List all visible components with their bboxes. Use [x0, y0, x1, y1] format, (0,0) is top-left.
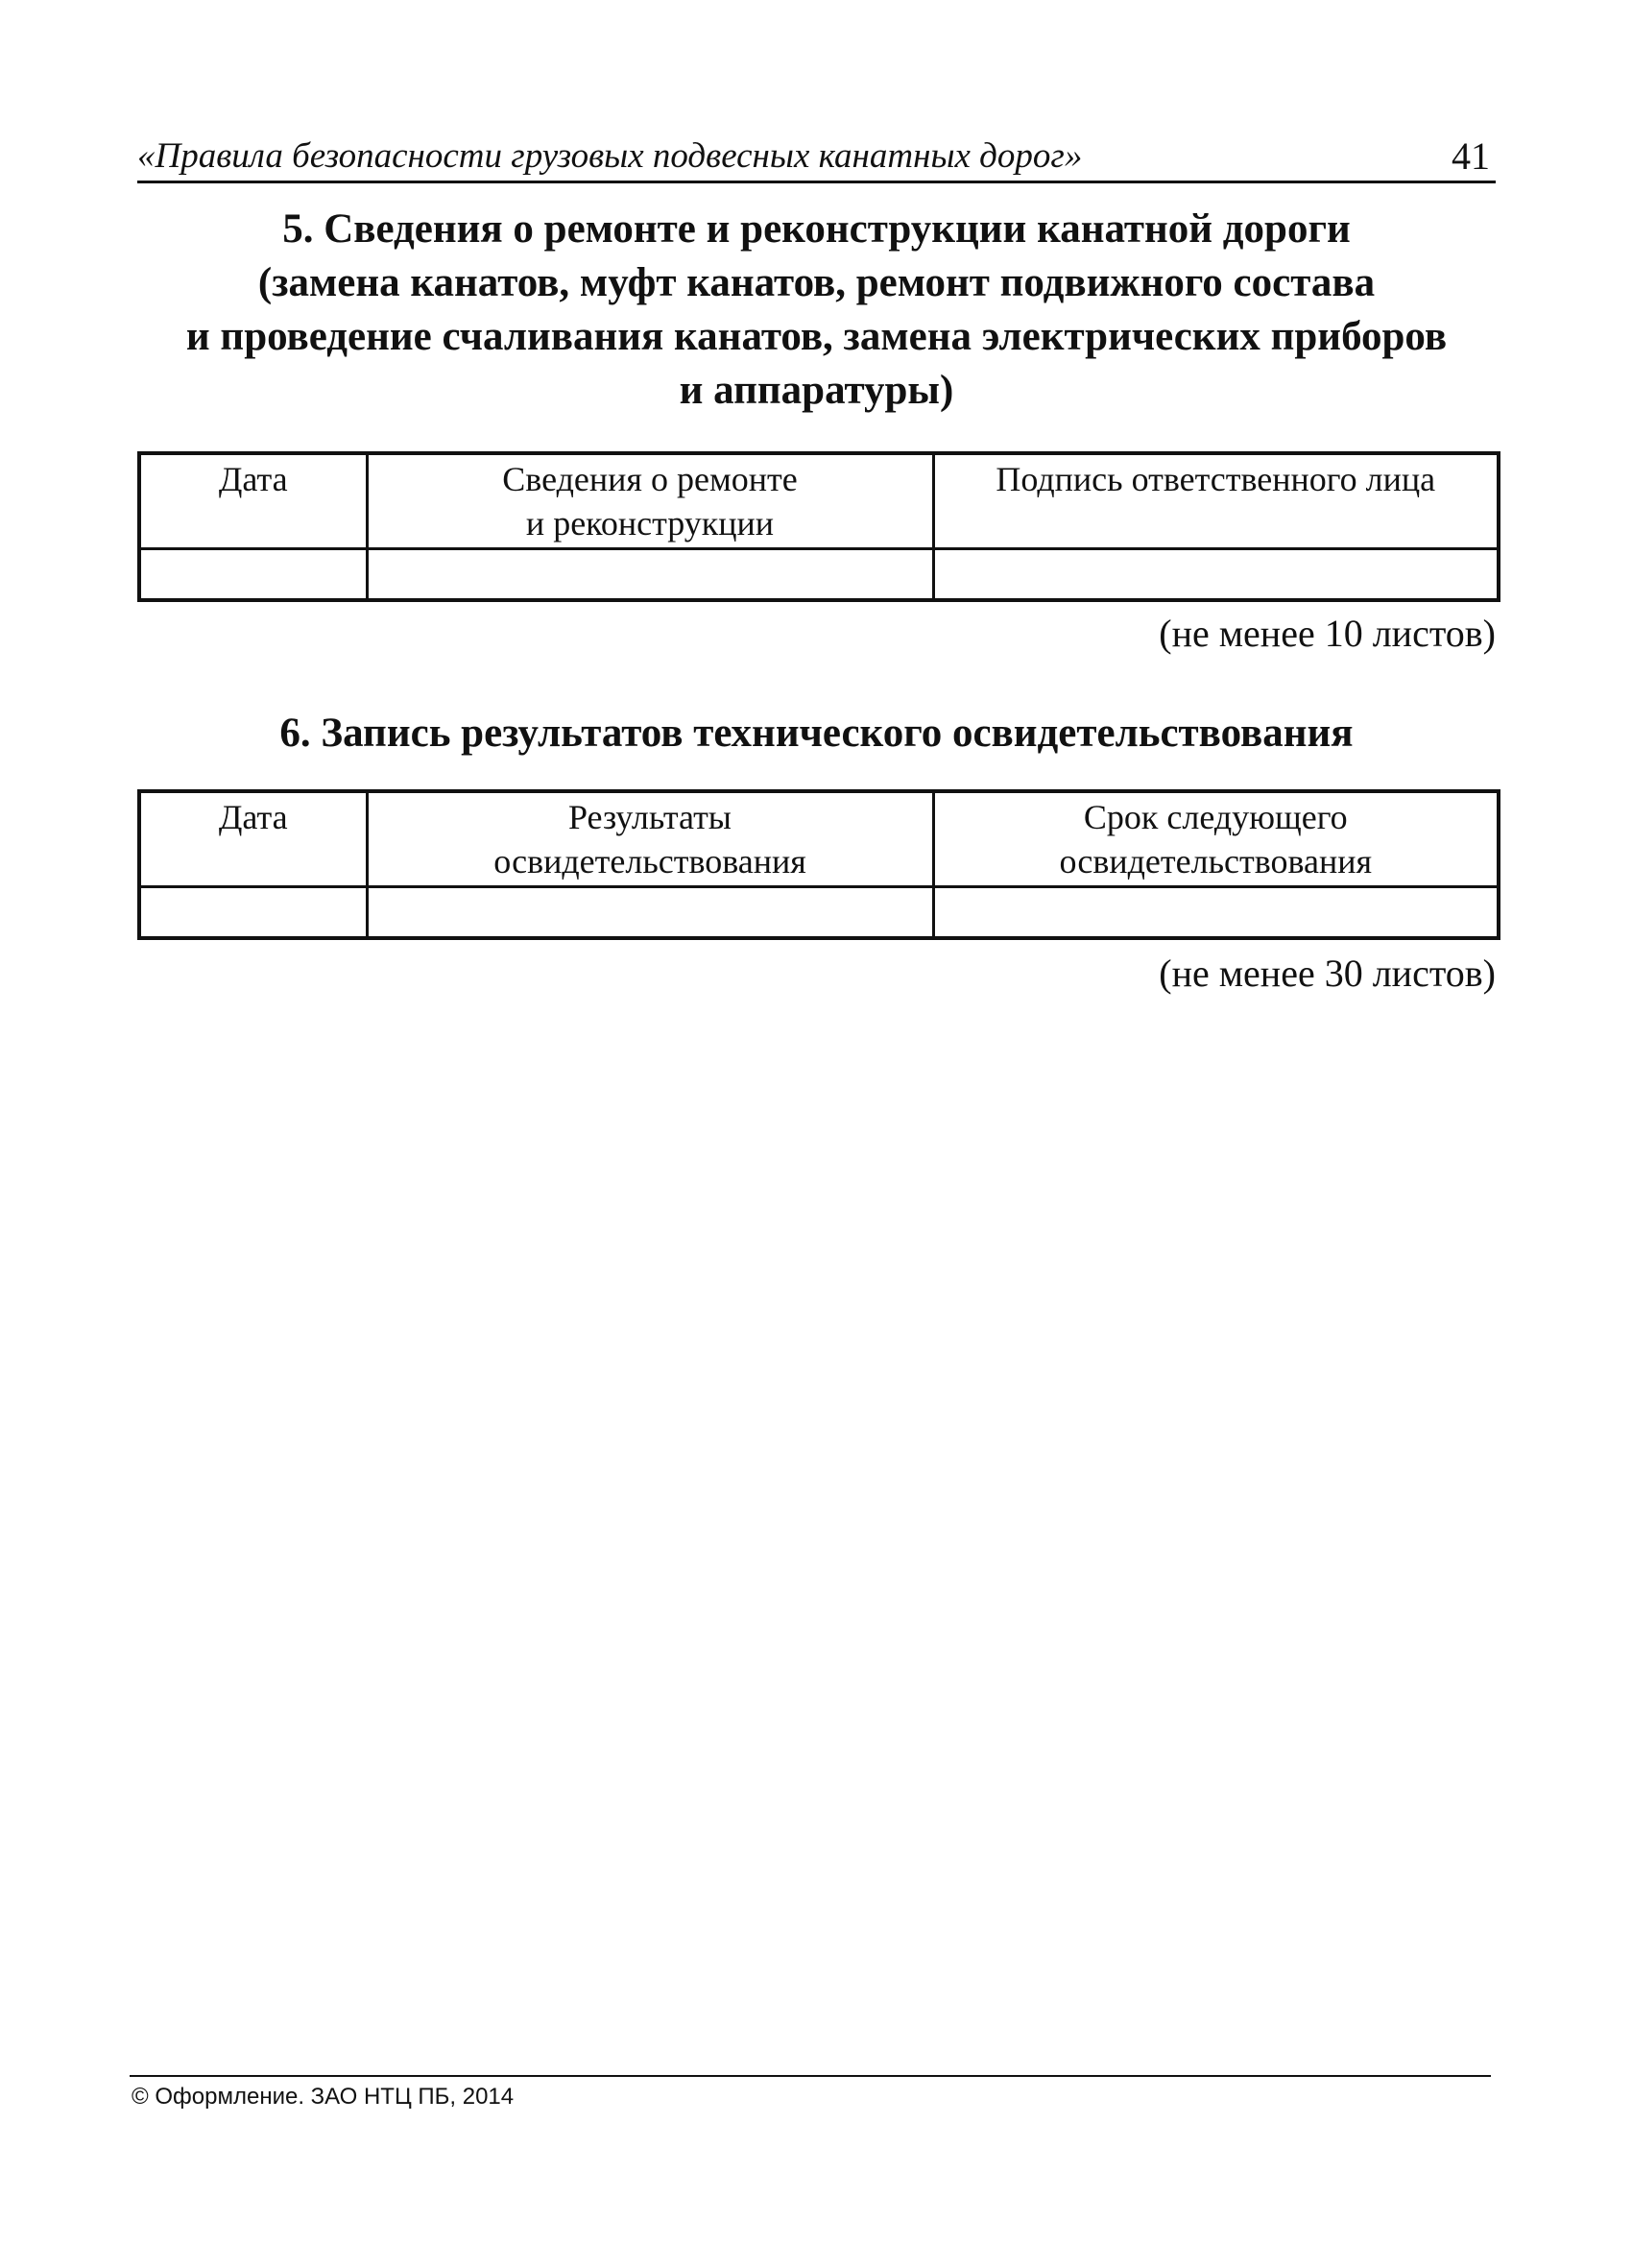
column-header-text: Дата: [218, 798, 288, 836]
repair-records-table: [137, 451, 1500, 602]
table-cell-signature: [933, 549, 1499, 601]
section-5-title: [137, 203, 1496, 418]
table-cell-date: [139, 549, 367, 601]
column-header-date: [139, 453, 367, 549]
footer-divider: [130, 2075, 1491, 2077]
section-6-title: 6. Запись результатов технического освидетельствования: [279, 711, 1354, 756]
column-header-text: Подпись ответственного лица: [996, 460, 1436, 498]
footer-copyright: © Оформление. ЗАО НТЦ ПБ, 2014: [132, 2084, 515, 2110]
column-header-text: освидетельствования: [493, 842, 806, 881]
column-header-signature: [933, 453, 1499, 549]
column-header-text: Дата: [218, 460, 288, 498]
column-header-text: и реконструкции: [525, 504, 775, 543]
column-header-repair-info: [367, 453, 933, 549]
page-number: 41: [1452, 134, 1490, 178]
running-header-title: «Правила безопасности грузовых подвесных канатных дорог»: [137, 136, 1083, 176]
column-header-inspection-results: [367, 791, 933, 887]
column-header-next-inspection-date: [933, 791, 1499, 887]
table-row: [139, 549, 1499, 601]
section-5-title-line: и проведение счаливания канатов, замена электрических приборов: [185, 314, 1448, 359]
column-header-date: [139, 791, 367, 887]
inspection-records-table: [137, 789, 1500, 940]
section-5-title-line: и аппаратуры): [679, 368, 954, 413]
table-header-row: [139, 453, 1499, 549]
table-cell-next-inspection-date: [933, 887, 1499, 939]
column-header-text: Срок следующего: [1083, 798, 1348, 836]
column-header-text: Сведения о ремонте: [502, 460, 798, 498]
section-5-title-line: (замена канатов, муфт канатов, ремонт подвижного состава: [257, 260, 1376, 305]
section-5-title-line: 5. Сведения о ремонте и реконструкции канатной дороги: [282, 206, 1351, 252]
section-6-sheet-note: (не менее 30 листов): [1159, 952, 1496, 995]
table-cell-inspection-results: [367, 887, 933, 939]
table-cell-date: [139, 887, 367, 939]
table-cell-repair-info: [367, 549, 933, 601]
table-header-row: [139, 791, 1499, 887]
column-header-text: освидетельствования: [1059, 842, 1373, 881]
running-header: [137, 125, 1496, 183]
table-row: [139, 887, 1499, 939]
section-5-sheet-note: (не менее 10 листов): [1159, 612, 1496, 655]
column-header-text: Результаты: [568, 798, 732, 836]
